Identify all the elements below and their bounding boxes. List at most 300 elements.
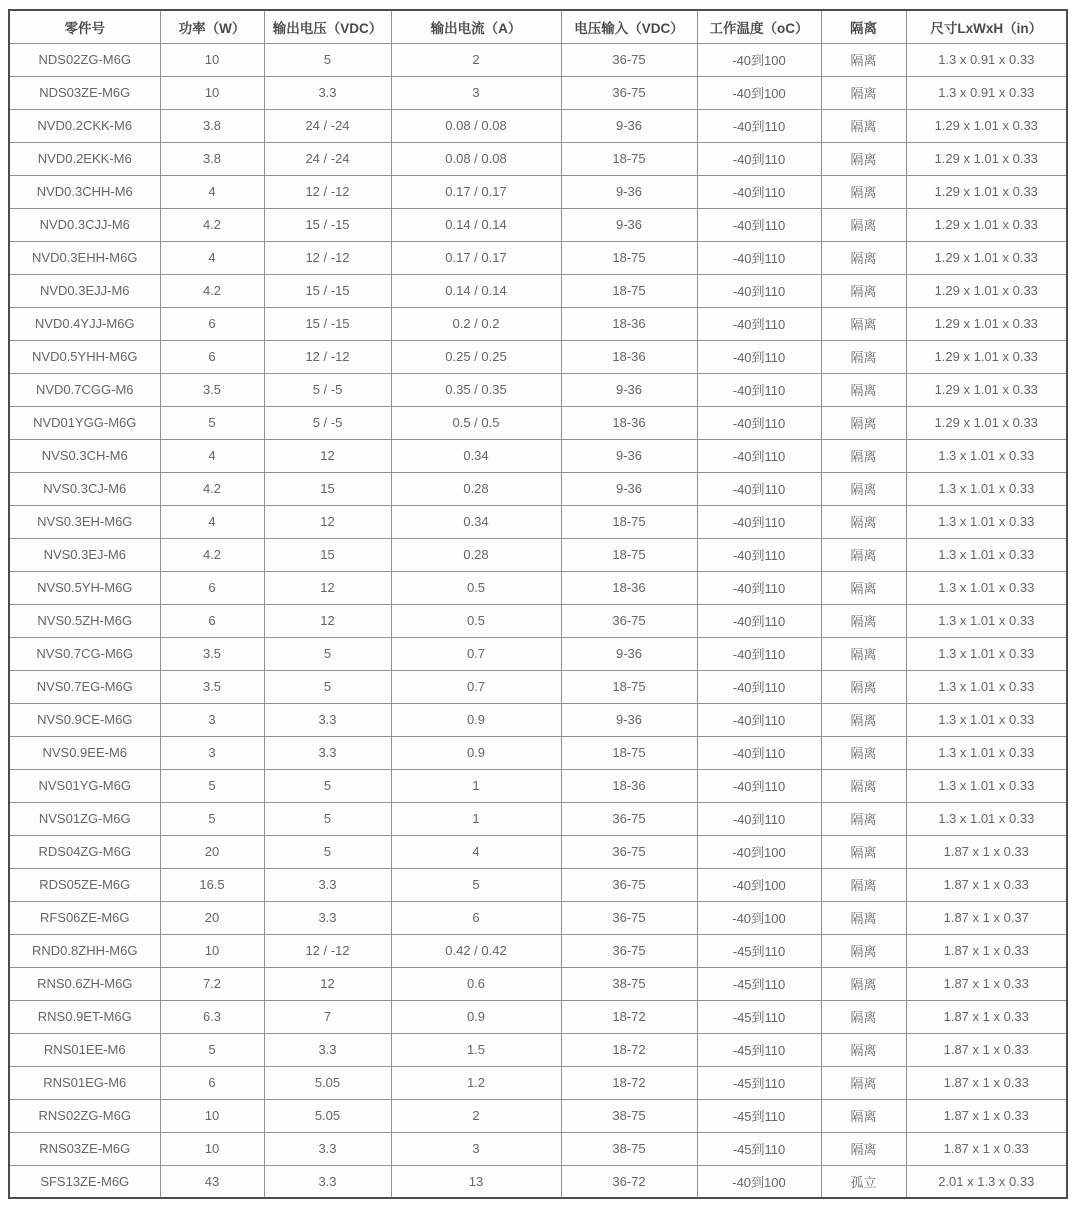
- table-cell: 1.87 x 1 x 0.33: [906, 1000, 1067, 1033]
- table-cell: 18-72: [561, 1033, 697, 1066]
- table-cell: 18-75: [561, 274, 697, 307]
- table-cell: 12 / -12: [264, 340, 391, 373]
- table-cell: -45到110: [697, 967, 821, 1000]
- table-cell: 隔离: [821, 670, 906, 703]
- table-row: [9, 373, 1067, 406]
- table-row: [9, 769, 1067, 802]
- table-cell: 6: [160, 340, 264, 373]
- table-cell: 24 / -24: [264, 109, 391, 142]
- table-cell: 10: [160, 1099, 264, 1132]
- table-cell: 1.29 x 1.01 x 0.33: [906, 307, 1067, 340]
- table-cell: -40到100: [697, 868, 821, 901]
- table-cell: 36-75: [561, 43, 697, 76]
- table-cell: -40到110: [697, 439, 821, 472]
- table-cell: 13: [391, 1165, 561, 1198]
- table-cell: NVD0.5YHH-M6G: [9, 340, 160, 373]
- table-cell: NVS0.3CH-M6: [9, 439, 160, 472]
- table-cell: 5: [264, 670, 391, 703]
- table-cell: 0.9: [391, 736, 561, 769]
- table-cell: SFS13ZE-M6G: [9, 1165, 160, 1198]
- table-cell: 2: [391, 43, 561, 76]
- table-cell: 隔离: [821, 175, 906, 208]
- table-cell: 18-36: [561, 307, 697, 340]
- table-cell: 12: [264, 505, 391, 538]
- table-cell: 5: [264, 802, 391, 835]
- table-cell: 16.5: [160, 868, 264, 901]
- table-cell: 隔离: [821, 274, 906, 307]
- table-cell: NDS02ZG-M6G: [9, 43, 160, 76]
- table-row: [9, 175, 1067, 208]
- table-cell: 1.29 x 1.01 x 0.33: [906, 109, 1067, 142]
- table-cell: 1.29 x 1.01 x 0.33: [906, 142, 1067, 175]
- table-cell: NVD0.7CGG-M6: [9, 373, 160, 406]
- table-cell: 0.08 / 0.08: [391, 109, 561, 142]
- table-cell: 12: [264, 571, 391, 604]
- table-cell: -45到110: [697, 1132, 821, 1165]
- table-cell: 10: [160, 1132, 264, 1165]
- table-cell: 4: [160, 439, 264, 472]
- table-cell: -45到110: [697, 1066, 821, 1099]
- table-cell: -40到110: [697, 340, 821, 373]
- table-row: [9, 439, 1067, 472]
- table-cell: 2: [391, 1099, 561, 1132]
- table-row: [9, 637, 1067, 670]
- table-cell: 15 / -15: [264, 208, 391, 241]
- table-cell: 隔离: [821, 406, 906, 439]
- table-cell: NVS0.3EH-M6G: [9, 505, 160, 538]
- table-cell: 6: [160, 604, 264, 637]
- table-cell: RNS0.9ET-M6G: [9, 1000, 160, 1033]
- table-cell: 0.7: [391, 670, 561, 703]
- table-row: [9, 901, 1067, 934]
- table-cell: 1: [391, 769, 561, 802]
- table-row: [9, 505, 1067, 538]
- table-cell: 38-75: [561, 1132, 697, 1165]
- table-cell: 隔离: [821, 901, 906, 934]
- table-cell: 隔离: [821, 307, 906, 340]
- table-cell: 1.87 x 1 x 0.33: [906, 934, 1067, 967]
- table-cell: 18-72: [561, 1000, 697, 1033]
- table-cell: NVD0.4YJJ-M6G: [9, 307, 160, 340]
- column-header: 功率（W）: [160, 10, 264, 43]
- table-cell: NVS0.9EE-M6: [9, 736, 160, 769]
- table-cell: 4.2: [160, 472, 264, 505]
- column-header: 输出电流（A）: [391, 10, 561, 43]
- table-cell: 36-75: [561, 802, 697, 835]
- table-cell: 1.3 x 1.01 x 0.33: [906, 439, 1067, 472]
- table-cell: RNS01EE-M6: [9, 1033, 160, 1066]
- table-cell: NVS0.3EJ-M6: [9, 538, 160, 571]
- table-row: [9, 670, 1067, 703]
- table-cell: 5.05: [264, 1066, 391, 1099]
- product-spec-table: [8, 9, 1068, 1199]
- table-cell: 18-36: [561, 571, 697, 604]
- table-row: [9, 967, 1067, 1000]
- table-cell: 隔离: [821, 340, 906, 373]
- table-cell: 0.14 / 0.14: [391, 274, 561, 307]
- table-cell: 0.28: [391, 538, 561, 571]
- table-cell: 36-75: [561, 604, 697, 637]
- table-cell: 3: [391, 76, 561, 109]
- table-cell: 9-36: [561, 175, 697, 208]
- table-cell: 9-36: [561, 439, 697, 472]
- table-cell: NVD01YGG-M6G: [9, 406, 160, 439]
- table-cell: -40到110: [697, 538, 821, 571]
- header-row: [9, 10, 1067, 43]
- table-cell: 3.5: [160, 670, 264, 703]
- table-cell: 15 / -15: [264, 307, 391, 340]
- table-cell: 1.29 x 1.01 x 0.33: [906, 208, 1067, 241]
- table-cell: -40到110: [697, 175, 821, 208]
- table-cell: RNS03ZE-M6G: [9, 1132, 160, 1165]
- table-cell: 18-75: [561, 736, 697, 769]
- table-cell: -40到110: [697, 670, 821, 703]
- table-cell: 1.87 x 1 x 0.33: [906, 967, 1067, 1000]
- column-header: 隔离: [821, 10, 906, 43]
- table-cell: 1.29 x 1.01 x 0.33: [906, 241, 1067, 274]
- table-cell: 1.3 x 1.01 x 0.33: [906, 604, 1067, 637]
- table-cell: -40到110: [697, 241, 821, 274]
- table-cell: 隔离: [821, 1132, 906, 1165]
- table-cell: 5 / -5: [264, 406, 391, 439]
- table-row: [9, 1099, 1067, 1132]
- table-cell: 9-36: [561, 208, 697, 241]
- table-cell: 1.3 x 1.01 x 0.33: [906, 670, 1067, 703]
- table-cell: -40到110: [697, 406, 821, 439]
- table-cell: NVS0.7EG-M6G: [9, 670, 160, 703]
- table-cell: NDS03ZE-M6G: [9, 76, 160, 109]
- table-cell: 3.3: [264, 1033, 391, 1066]
- table-cell: 5: [264, 43, 391, 76]
- table-cell: 0.08 / 0.08: [391, 142, 561, 175]
- table-cell: -40到110: [697, 472, 821, 505]
- table-cell: 12: [264, 439, 391, 472]
- table-cell: 1.3 x 1.01 x 0.33: [906, 505, 1067, 538]
- table-cell: 5: [264, 769, 391, 802]
- table-cell: 0.17 / 0.17: [391, 241, 561, 274]
- table-cell: 3: [160, 703, 264, 736]
- table-cell: 3.5: [160, 637, 264, 670]
- table-cell: -40到110: [697, 505, 821, 538]
- table-cell: 5: [160, 1033, 264, 1066]
- table-row: [9, 76, 1067, 109]
- table-cell: 38-75: [561, 967, 697, 1000]
- table-body: [9, 43, 1067, 1198]
- table-cell: NVD0.2EKK-M6: [9, 142, 160, 175]
- table-cell: 12 / -12: [264, 175, 391, 208]
- table-cell: 36-72: [561, 1165, 697, 1198]
- table-cell: 4.2: [160, 538, 264, 571]
- table-cell: 12: [264, 604, 391, 637]
- table-cell: -45到110: [697, 1033, 821, 1066]
- table-cell: 18-75: [561, 241, 697, 274]
- table-cell: 10: [160, 934, 264, 967]
- table-cell: 18-75: [561, 505, 697, 538]
- table-cell: 5 / -5: [264, 373, 391, 406]
- table-cell: 0.34: [391, 505, 561, 538]
- table-cell: -40到110: [697, 769, 821, 802]
- table-cell: NVS01ZG-M6G: [9, 802, 160, 835]
- table-cell: -40到110: [697, 736, 821, 769]
- column-header: 工作温度（oC）: [697, 10, 821, 43]
- table-cell: RNS0.6ZH-M6G: [9, 967, 160, 1000]
- table-cell: 隔离: [821, 472, 906, 505]
- table-cell: 18-36: [561, 340, 697, 373]
- table-cell: 15: [264, 472, 391, 505]
- table-cell: 1.87 x 1 x 0.37: [906, 901, 1067, 934]
- table-cell: 3.3: [264, 1132, 391, 1165]
- table-cell: 隔离: [821, 142, 906, 175]
- table-cell: 1.3 x 1.01 x 0.33: [906, 538, 1067, 571]
- table-cell: NVD0.3EJJ-M6: [9, 274, 160, 307]
- table-cell: 隔离: [821, 505, 906, 538]
- table-cell: NVS0.5ZH-M6G: [9, 604, 160, 637]
- table-cell: 隔离: [821, 43, 906, 76]
- table-row: [9, 406, 1067, 439]
- table-cell: RDS04ZG-M6G: [9, 835, 160, 868]
- table-cell: 1.87 x 1 x 0.33: [906, 1132, 1067, 1165]
- table-cell: 10: [160, 76, 264, 109]
- table-cell: 0.9: [391, 703, 561, 736]
- table-cell: 6: [160, 1066, 264, 1099]
- table-row: [9, 571, 1067, 604]
- table-cell: 15 / -15: [264, 274, 391, 307]
- table-cell: 12: [264, 967, 391, 1000]
- table-cell: 1.29 x 1.01 x 0.33: [906, 175, 1067, 208]
- column-header: 电压输入（VDC）: [561, 10, 697, 43]
- table-cell: 1.87 x 1 x 0.33: [906, 1099, 1067, 1132]
- table-cell: 4: [160, 241, 264, 274]
- table-cell: -40到110: [697, 274, 821, 307]
- table-cell: 38-75: [561, 1099, 697, 1132]
- table-cell: 隔离: [821, 637, 906, 670]
- table-row: [9, 1165, 1067, 1198]
- table-cell: 4.2: [160, 208, 264, 241]
- table-row: [9, 340, 1067, 373]
- table-cell: 36-75: [561, 901, 697, 934]
- column-header: 输出电压（VDC）: [264, 10, 391, 43]
- table-cell: 隔离: [821, 967, 906, 1000]
- table-cell: 5.05: [264, 1099, 391, 1132]
- table-cell: 18-36: [561, 406, 697, 439]
- table-cell: RNS02ZG-M6G: [9, 1099, 160, 1132]
- column-header: 零件号: [9, 10, 160, 43]
- table-cell: -40到110: [697, 307, 821, 340]
- table-cell: 7.2: [160, 967, 264, 1000]
- table-cell: 9-36: [561, 703, 697, 736]
- table-cell: 3.3: [264, 736, 391, 769]
- column-header: 尺寸LxWxH（in）: [906, 10, 1067, 43]
- table-cell: -40到110: [697, 802, 821, 835]
- table-cell: 0.5: [391, 604, 561, 637]
- table-cell: -45到110: [697, 1099, 821, 1132]
- table-cell: 1.29 x 1.01 x 0.33: [906, 406, 1067, 439]
- table-cell: RDS05ZE-M6G: [9, 868, 160, 901]
- table-cell: 1.87 x 1 x 0.33: [906, 1066, 1067, 1099]
- table-cell: 5: [391, 868, 561, 901]
- table-cell: 0.35 / 0.35: [391, 373, 561, 406]
- table-cell: 4: [160, 175, 264, 208]
- table-cell: 1.3 x 1.01 x 0.33: [906, 703, 1067, 736]
- table-cell: 0.14 / 0.14: [391, 208, 561, 241]
- table-cell: NVD0.2CKK-M6: [9, 109, 160, 142]
- table-cell: 5: [160, 406, 264, 439]
- table-cell: -40到100: [697, 76, 821, 109]
- table-cell: NVS01YG-M6G: [9, 769, 160, 802]
- table-cell: 3.8: [160, 142, 264, 175]
- table-cell: 0.34: [391, 439, 561, 472]
- table-row: [9, 274, 1067, 307]
- table-cell: 4: [391, 835, 561, 868]
- table-cell: 隔离: [821, 571, 906, 604]
- table-cell: 0.17 / 0.17: [391, 175, 561, 208]
- table-cell: NVD0.3EHH-M6G: [9, 241, 160, 274]
- table-cell: 0.5: [391, 571, 561, 604]
- table-cell: 隔离: [821, 1066, 906, 1099]
- table-cell: 1.3 x 0.91 x 0.33: [906, 76, 1067, 109]
- table-cell: 36-75: [561, 934, 697, 967]
- table-cell: 隔离: [821, 736, 906, 769]
- table-cell: 0.7: [391, 637, 561, 670]
- table-cell: 1.5: [391, 1033, 561, 1066]
- table-cell: -40到100: [697, 835, 821, 868]
- table-cell: 3.5: [160, 373, 264, 406]
- table-cell: 5: [264, 835, 391, 868]
- table-cell: -40到110: [697, 637, 821, 670]
- table-cell: NVS0.5YH-M6G: [9, 571, 160, 604]
- table-cell: 5: [160, 769, 264, 802]
- table-row: [9, 1033, 1067, 1066]
- table-cell: 4.2: [160, 274, 264, 307]
- table-cell: NVD0.3CJJ-M6: [9, 208, 160, 241]
- table-cell: 36-75: [561, 76, 697, 109]
- table-cell: 3.8: [160, 109, 264, 142]
- table-row: [9, 835, 1067, 868]
- table-cell: -45到110: [697, 1000, 821, 1033]
- table-cell: 1.29 x 1.01 x 0.33: [906, 340, 1067, 373]
- table-row: [9, 1066, 1067, 1099]
- table-cell: 隔离: [821, 769, 906, 802]
- table-cell: 0.5 / 0.5: [391, 406, 561, 439]
- table-cell: -40到110: [697, 142, 821, 175]
- table-cell: 2.01 x 1.3 x 0.33: [906, 1165, 1067, 1198]
- table-cell: NVS0.9CE-M6G: [9, 703, 160, 736]
- table-cell: 3: [391, 1132, 561, 1165]
- table-cell: 隔离: [821, 1000, 906, 1033]
- table-cell: 4: [160, 505, 264, 538]
- table-cell: 5: [160, 802, 264, 835]
- table-cell: 3.3: [264, 1165, 391, 1198]
- table-cell: -40到110: [697, 208, 821, 241]
- table-cell: 1.87 x 1 x 0.33: [906, 835, 1067, 868]
- table-cell: 9-36: [561, 109, 697, 142]
- table-cell: 隔离: [821, 109, 906, 142]
- table-row: [9, 241, 1067, 274]
- table-cell: 18-75: [561, 538, 697, 571]
- table-cell: 9-36: [561, 472, 697, 505]
- table-cell: NVS0.7CG-M6G: [9, 637, 160, 670]
- table-cell: -40到100: [697, 901, 821, 934]
- table-row: [9, 472, 1067, 505]
- table-cell: 隔离: [821, 241, 906, 274]
- table-cell: -40到110: [697, 373, 821, 406]
- table-row: [9, 604, 1067, 637]
- table-cell: 1.3 x 1.01 x 0.33: [906, 637, 1067, 670]
- table-row: [9, 868, 1067, 901]
- table-row: [9, 307, 1067, 340]
- table-cell: -40到100: [697, 1165, 821, 1198]
- table-cell: 1.29 x 1.01 x 0.33: [906, 274, 1067, 307]
- table-cell: 6: [391, 901, 561, 934]
- table-cell: -40到110: [697, 571, 821, 604]
- table-cell: 3.3: [264, 76, 391, 109]
- table-cell: 隔离: [821, 208, 906, 241]
- table-cell: 20: [160, 835, 264, 868]
- table-cell: 43: [160, 1165, 264, 1198]
- table-row: [9, 43, 1067, 76]
- table-cell: 9-36: [561, 373, 697, 406]
- table-cell: 1.87 x 1 x 0.33: [906, 1033, 1067, 1066]
- table-cell: 1: [391, 802, 561, 835]
- table-cell: 18-36: [561, 769, 697, 802]
- table-cell: 1.3 x 1.01 x 0.33: [906, 769, 1067, 802]
- table-cell: 1.3 x 1.01 x 0.33: [906, 571, 1067, 604]
- table-cell: 20: [160, 901, 264, 934]
- table-cell: 隔离: [821, 934, 906, 967]
- table-cell: NVS0.3CJ-M6: [9, 472, 160, 505]
- table-cell: 隔离: [821, 802, 906, 835]
- table-cell: 隔离: [821, 868, 906, 901]
- table-cell: 18-75: [561, 142, 697, 175]
- table-cell: 24 / -24: [264, 142, 391, 175]
- table-cell: 3.3: [264, 901, 391, 934]
- table-cell: -40到110: [697, 604, 821, 637]
- table-row: [9, 703, 1067, 736]
- table-cell: 隔离: [821, 439, 906, 472]
- table-cell: -40到110: [697, 109, 821, 142]
- table-cell: 隔离: [821, 1033, 906, 1066]
- table-cell: 9-36: [561, 637, 697, 670]
- table-cell: 1.29 x 1.01 x 0.33: [906, 373, 1067, 406]
- table-row: [9, 934, 1067, 967]
- table-cell: 1.3 x 1.01 x 0.33: [906, 736, 1067, 769]
- table-cell: 1.2: [391, 1066, 561, 1099]
- table-cell: 隔离: [821, 604, 906, 637]
- table-cell: 18-75: [561, 670, 697, 703]
- table-cell: 0.28: [391, 472, 561, 505]
- table-cell: 1.87 x 1 x 0.33: [906, 868, 1067, 901]
- table-cell: 10: [160, 43, 264, 76]
- table-row: [9, 1000, 1067, 1033]
- table-cell: RFS06ZE-M6G: [9, 901, 160, 934]
- table-row: [9, 736, 1067, 769]
- table-cell: 隔离: [821, 373, 906, 406]
- table-cell: 6: [160, 307, 264, 340]
- table-cell: -40到110: [697, 703, 821, 736]
- table-cell: RNS01EG-M6: [9, 1066, 160, 1099]
- table-cell: -45到110: [697, 934, 821, 967]
- table-cell: -40到100: [697, 43, 821, 76]
- table-cell: 12 / -12: [264, 934, 391, 967]
- table-cell: 隔离: [821, 835, 906, 868]
- table-row: [9, 538, 1067, 571]
- table-row: [9, 109, 1067, 142]
- table-cell: 0.9: [391, 1000, 561, 1033]
- table-cell: 隔离: [821, 703, 906, 736]
- table-row: [9, 1132, 1067, 1165]
- table-cell: 隔离: [821, 538, 906, 571]
- table-cell: 1.3 x 1.01 x 0.33: [906, 802, 1067, 835]
